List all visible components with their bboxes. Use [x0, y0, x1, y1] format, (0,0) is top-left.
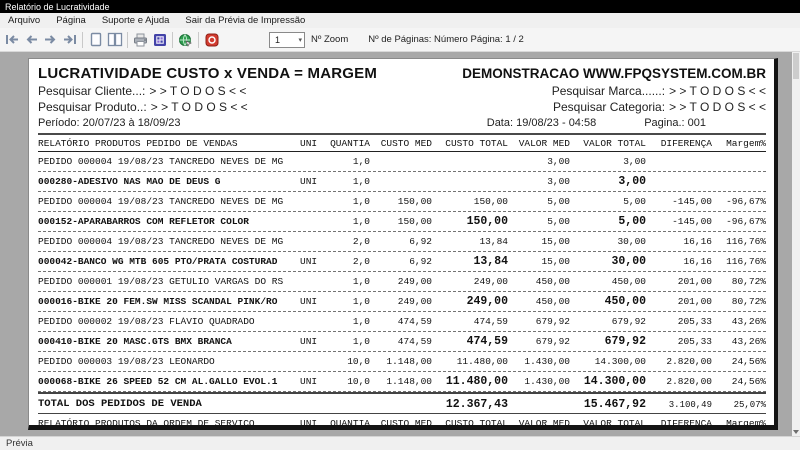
table-row [38, 272, 766, 292]
cell-name: PEDIDO 000004 19/08/23 TANCREDO NEVES DE MG [38, 156, 284, 167]
filter-cliente-label: Pesquisar Cliente...: [38, 84, 146, 98]
cell-diferenca: 16,16 [683, 255, 712, 267]
meta-line [38, 117, 766, 129]
cell-margem: 43,26% [731, 315, 766, 327]
first-page-icon [5, 33, 20, 46]
cell-custo_med: 150,00 [397, 215, 432, 227]
report-title: LUCRATIVIDADE CUSTO x VENDA = MARGEM [38, 65, 378, 82]
cell-diferenca: 2.820,00 [666, 355, 712, 367]
cell-valor_med: 5,00 [547, 215, 570, 227]
cell-margem: 80,72% [731, 295, 766, 307]
cell-custo_total: 474,59 [466, 334, 508, 348]
col-valor-med: VALOR MED [518, 138, 570, 149]
report-datetime: Data: 19/08/23 - 04:58 [486, 117, 597, 129]
toolbar-separator [82, 32, 83, 48]
window-titlebar [0, 0, 800, 13]
cell-custo_total: 150,00 [473, 195, 508, 207]
table-row [38, 292, 766, 312]
cell-name: 000016-BIKE 20 FEM.SW MISS SCANDAL PINK/RO [38, 296, 278, 307]
col-margem: Margem% [726, 138, 766, 149]
vertical-scrollbar[interactable] [792, 52, 800, 436]
report-page [28, 58, 778, 430]
export-button[interactable] [176, 30, 195, 49]
cell-name: 000042-BANCO WG MTB 605 PTO/PRATA COSTURAD [38, 256, 278, 267]
cell-custo_med: 249,00 [397, 275, 432, 287]
stop-close-icon [205, 33, 219, 47]
col-valor-total: VALOR TOTAL [583, 418, 646, 429]
filter-categoria-label: Pesquisar Categoria: [553, 100, 666, 114]
filter-marca-value: > > T O D O S < < [669, 84, 766, 98]
pages-label: Nº de Páginas: Número Página: 1 / 2 [368, 34, 524, 45]
cell-custo_med: 1.148,00 [386, 375, 432, 387]
toolbar-separator [198, 32, 199, 48]
cell-uni: UNI [300, 335, 318, 347]
cell-qty: 1,0 [352, 295, 370, 307]
cell-diferenca: 201,00 [677, 295, 712, 307]
first-page-button[interactable] [3, 30, 22, 49]
cell-custo_med: 1.148,00 [386, 355, 432, 367]
cell-uni: UNI [300, 255, 318, 267]
toolbar-separator [127, 32, 128, 48]
cell-valor_med: 450,00 [535, 275, 570, 287]
col-custo-total: CUSTO TOTAL [445, 418, 508, 429]
cell-valor_med: 450,00 [535, 295, 570, 307]
col-margem: Margem% [726, 418, 766, 429]
cell-valor_med: 679,92 [535, 315, 570, 327]
col-valor-total: VALOR TOTAL [583, 138, 646, 149]
close-preview-button[interactable] [202, 30, 221, 49]
status-bar [0, 436, 800, 450]
cell-valor_total: 3,00 [623, 155, 646, 167]
cell-qty: 10,0 [347, 355, 370, 367]
col-diferenca: DIFERENÇA [660, 418, 712, 429]
two-page-view-button[interactable] [105, 30, 124, 49]
col-valor-med: VALOR MED [518, 418, 570, 429]
prev-page-button[interactable] [22, 30, 41, 49]
cell-diferenca: 205,33 [677, 335, 712, 347]
cell-valor_med: 1.430,00 [524, 375, 570, 387]
cell-valor_total: 679,92 [604, 334, 646, 348]
cell-valor_total: 450,00 [604, 294, 646, 308]
cell-valor_total: 450,00 [611, 275, 646, 287]
zoom-label: Nº Zoom [311, 34, 349, 45]
total-label: TOTAL DOS PEDIDOS DE VENDA [38, 398, 202, 410]
cell-custo_med: 6,92 [409, 235, 432, 247]
two-page-icon [107, 32, 123, 47]
cell-valor_med: 3,00 [547, 155, 570, 167]
cell-valor_med: 1.430,00 [524, 355, 570, 367]
cell-valor_med: 15,00 [541, 255, 570, 267]
cell-qty: 2,0 [352, 235, 370, 247]
cell-custo_med: 249,00 [397, 295, 432, 307]
cell-custo_med: 6,92 [409, 255, 432, 267]
table-row [38, 152, 766, 172]
report-periodo: Período: 20/07/23 à 18/09/23 [38, 117, 181, 129]
cell-diferenca: 2.820,00 [666, 375, 712, 387]
single-page-icon [89, 32, 103, 47]
col-quantia: QUANTIA [330, 418, 370, 429]
cell-name: 000280-ADESIVO NAS MAO DE DEUS G [38, 176, 221, 187]
cell-diferenca: -145,00 [672, 215, 712, 227]
print-setup-icon [153, 33, 167, 47]
cell-custo_total: 11.480,00 [456, 355, 508, 367]
total-diferenca: 3.100,49 [668, 400, 712, 410]
last-page-button[interactable] [60, 30, 79, 49]
next-page-button[interactable] [41, 30, 60, 49]
cell-qty: 10,0 [347, 375, 370, 387]
cell-custo_total: 249,00 [466, 294, 508, 308]
report-demo-title: DEMONSTRACAO WWW.FPQSYSTEM.COM.BR [462, 66, 766, 81]
cell-margem: 24,56% [731, 375, 766, 387]
col-uni: UNI [300, 418, 318, 429]
cell-margem: 116,76% [726, 255, 766, 267]
cell-valor_total: 5,00 [618, 214, 646, 228]
menu-arquivo[interactable]: Arquivo [8, 15, 41, 26]
table-row [38, 372, 766, 392]
cell-uni: UNI [300, 375, 318, 387]
cell-custo_med: 474,59 [397, 335, 432, 347]
cell-custo_med: 150,00 [397, 195, 432, 207]
table-row [38, 352, 766, 372]
filter-produto [38, 100, 248, 114]
cell-valor_total: 5,00 [623, 195, 646, 207]
menu-bar [0, 13, 800, 28]
col-custo-total: CUSTO TOTAL [445, 138, 508, 149]
filter-cliente-value: > > T O D O S < < [149, 84, 247, 98]
cell-custo_total: 13,84 [479, 235, 508, 247]
cell-margem: 43,26% [731, 335, 766, 347]
next-page-icon [43, 33, 58, 46]
cell-qty: 1,0 [352, 175, 370, 187]
chevron-down-icon: ▾ [298, 36, 302, 44]
cell-custo_total: 13,84 [473, 254, 508, 268]
last-page-icon [62, 33, 77, 46]
cell-uni: UNI [300, 295, 318, 307]
cell-margem: 24,56% [731, 355, 766, 367]
print-setup-button[interactable] [150, 30, 169, 49]
cell-valor_total: 14.300,00 [583, 374, 646, 388]
table-row [38, 332, 766, 352]
filter-line-1 [38, 84, 766, 98]
cell-margem: -96,67% [726, 195, 766, 207]
report-header [38, 65, 766, 82]
cell-custo_med: 474,59 [397, 315, 432, 327]
total-margem: 25,07% [733, 400, 766, 410]
menu-sair-da-previa[interactable]: Sair da Prévia de Impressão [185, 15, 306, 26]
cell-custo_total: 11.480,00 [445, 374, 508, 388]
zoom-select-value: 1 [275, 34, 281, 45]
cell-valor_med: 3,00 [547, 175, 570, 187]
cell-custo_total: 249,00 [473, 275, 508, 287]
cell-valor_total: 30,00 [611, 254, 646, 268]
table-header-row [38, 135, 766, 152]
zoom-select[interactable] [269, 32, 305, 48]
cell-valor_total: 3,00 [618, 174, 646, 188]
cell-qty: 1,0 [352, 215, 370, 227]
menu-pagina[interactable]: Página [56, 15, 86, 26]
cell-name: PEDIDO 000004 19/08/23 TANCREDO NEVES DE MG [38, 236, 284, 247]
menu-suporte-e-ajuda[interactable]: Suporte e Ajuda [101, 15, 170, 26]
col-relatorio: RELATÓRIO PRODUTOS PEDIDO DE VENDAS [38, 138, 238, 149]
cell-qty: 1,0 [352, 335, 370, 347]
report-page-number: Pagina.: 001 [644, 117, 706, 129]
table-row [38, 312, 766, 332]
cell-valor_med: 679,92 [535, 335, 570, 347]
printer-icon [133, 33, 148, 47]
cell-name: PEDIDO 000002 19/08/23 FLÁVIO QUADRADO [38, 316, 255, 327]
status-text: Prévia [6, 438, 33, 449]
globe-export-icon [178, 33, 193, 47]
print-button[interactable] [131, 30, 150, 49]
cell-valor_total: 679,92 [611, 315, 646, 327]
table-row [38, 172, 766, 192]
cell-qty: 1,0 [352, 315, 370, 327]
cell-margem: -96,67% [726, 215, 766, 227]
cell-name: PEDIDO 000004 19/08/23 TANCREDO NEVES DE MG [38, 196, 284, 207]
cell-margem: 116,76% [726, 235, 766, 247]
table-footer-header-row [38, 414, 766, 431]
col-uni: UNI [300, 138, 318, 149]
col-quantia: QUANTIA [330, 138, 370, 149]
total-custo-total: 12.367,43 [445, 398, 508, 411]
cell-custo_total: 474,59 [473, 315, 508, 327]
cell-custo_total: 150,00 [466, 214, 508, 228]
scrollbar-down-arrow-icon[interactable] [793, 430, 799, 434]
table-row [38, 192, 766, 212]
table-row [38, 232, 766, 252]
cell-diferenca: 201,00 [677, 275, 712, 287]
filter-line-2 [38, 100, 766, 114]
cell-name: 000068-BIKE 26 SPEED 52 CM AL.GALLO EVOL.1 [38, 376, 278, 387]
filter-produto-value: > > T O D O S < < [150, 100, 248, 114]
preview-area [0, 52, 800, 436]
cell-qty: 2,0 [352, 255, 370, 267]
filter-categoria-value: > > T O D O S < < [669, 100, 766, 114]
filter-cliente [38, 84, 246, 98]
cell-qty: 1,0 [352, 195, 370, 207]
window-title: Relatório de Lucratividade [5, 1, 110, 12]
cell-valor_med: 5,00 [547, 195, 570, 207]
table-row [38, 252, 766, 272]
col-custo-med: CUSTO MED [380, 418, 432, 429]
toolbar [0, 28, 800, 52]
cell-name: PEDIDO 000003 19/08/23 LEONARDO [38, 356, 215, 367]
cell-uni: UNI [300, 175, 318, 187]
report-table [38, 133, 766, 431]
total-valor-total: 15.467,92 [583, 398, 646, 411]
spacer [181, 117, 487, 129]
single-page-view-button[interactable] [86, 30, 105, 49]
table-row [38, 212, 766, 232]
cell-diferenca: 205,33 [677, 315, 712, 327]
cell-qty: 1,0 [352, 275, 370, 287]
col-diferenca: DIFERENÇA [660, 138, 712, 149]
cell-name: PEDIDO 000001 19/08/23 GETULIO VARGAS DO RS [38, 276, 284, 287]
scrollbar-thumb[interactable] [793, 53, 799, 79]
report-table-body [38, 152, 766, 392]
prev-page-icon [24, 33, 39, 46]
cell-name: 000152-APARABARROS COM REFLETOR COLOR [38, 216, 249, 227]
cell-qty: 1,0 [352, 155, 370, 167]
cell-margem: 80,72% [731, 275, 766, 287]
filter-marca [552, 84, 766, 98]
filter-produto-label: Pesquisar Produto..: [38, 100, 147, 114]
filter-categoria [553, 100, 766, 114]
cell-diferenca: 16,16 [683, 235, 712, 247]
cell-valor_total: 14.300,00 [594, 355, 646, 367]
toolbar-separator [172, 32, 173, 48]
filter-marca-label: Pesquisar Marca......: [551, 84, 666, 98]
cell-valor_med: 15,00 [541, 235, 570, 247]
col-relatorio-os: RELATÓRIO PRODUTOS DA ORDEM DE SERVIÇO [38, 418, 255, 429]
col-custo-med: CUSTO MED [380, 138, 432, 149]
table-total-row [38, 392, 766, 414]
cell-name: 000410-BIKE 20 MASC.GTS BMX BRANCA [38, 336, 232, 347]
cell-diferenca: -145,00 [672, 195, 712, 207]
cell-valor_total: 30,00 [617, 235, 646, 247]
